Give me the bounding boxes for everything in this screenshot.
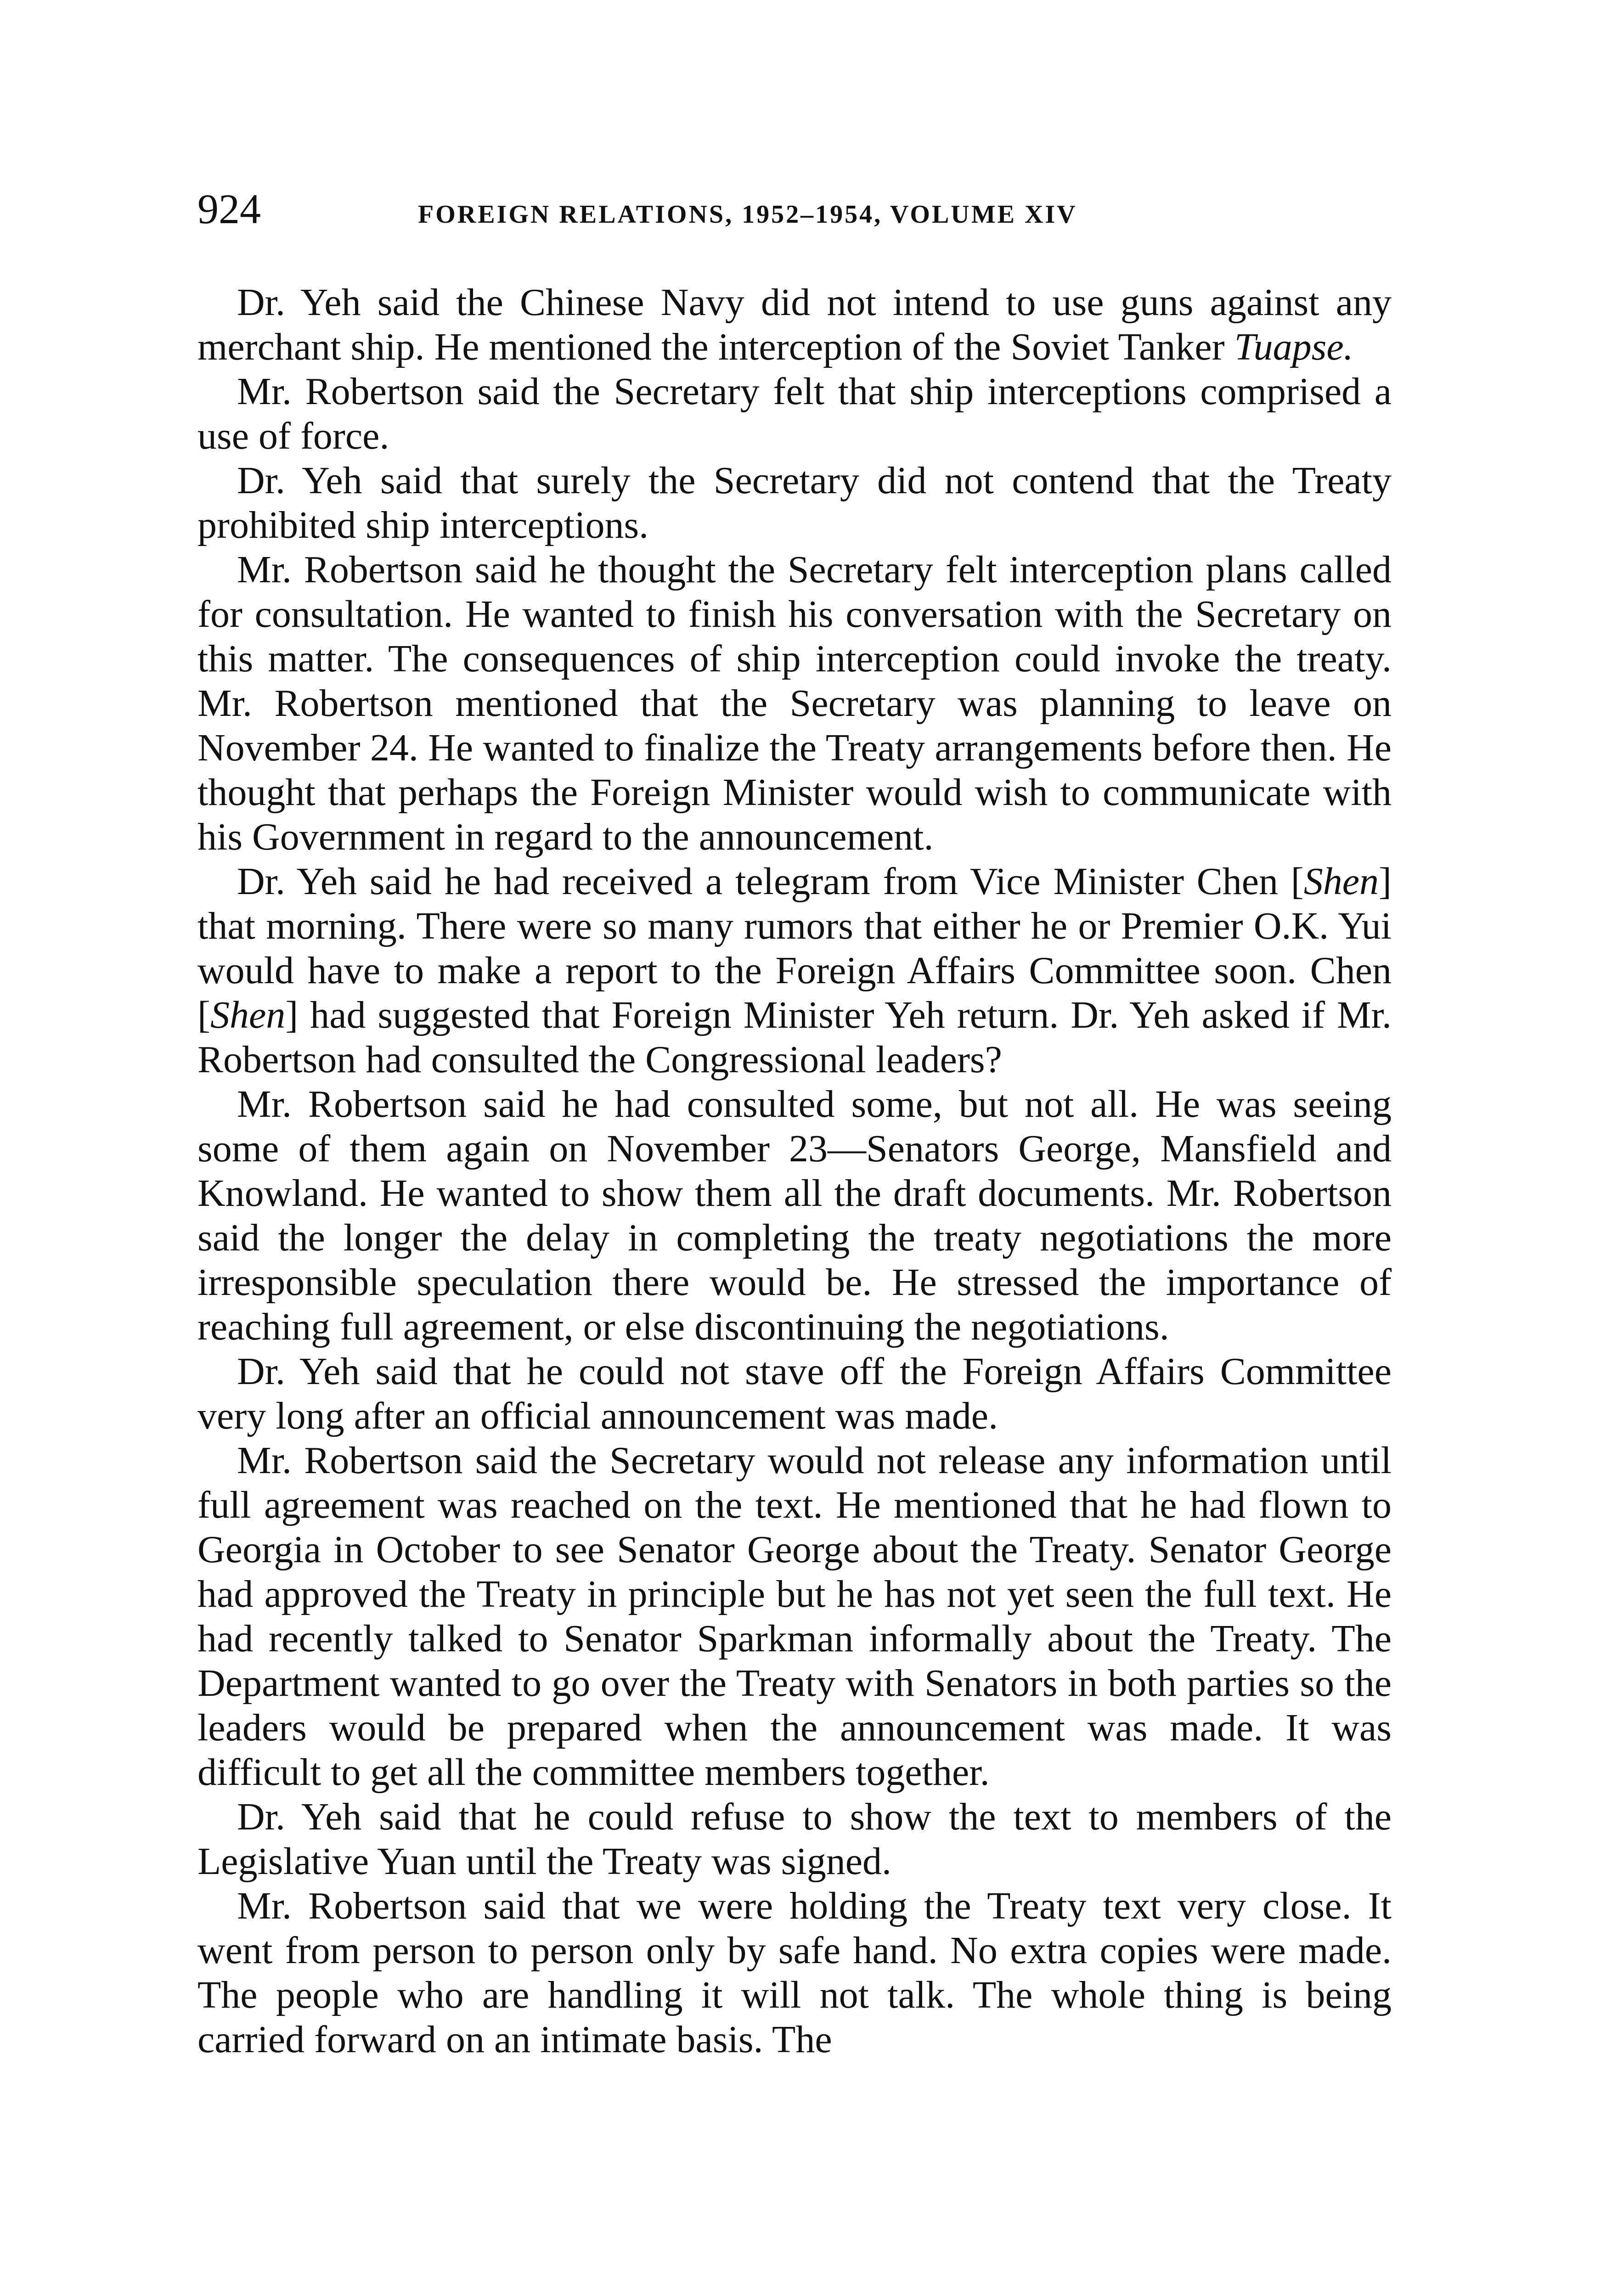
paragraph: [197, 1795, 1392, 1884]
page-header: [197, 181, 1410, 259]
italic-text: Tuapse.: [1234, 326, 1353, 368]
paragraph: [197, 1082, 1392, 1349]
paragraph-text: Dr. Yeh said he had received a telegram from Vice Minister Chen [: [237, 860, 1304, 903]
paragraph-text: Mr. Robertson said that we were holding the Treaty text very close. It went from person to person only by safe hand. No extra copies were made. The people who are handling it will not talk. The whole thing is being carried forward on an intimate basis. The: [197, 1885, 1392, 2061]
paragraph-text: ] had suggested that Foreign Minister Yeh return. Dr. Yeh asked if Mr. Robertson had consulted the Congressional leaders?: [197, 994, 1392, 1081]
paragraph: [197, 280, 1392, 369]
paragraph: [197, 458, 1392, 547]
italic-text: Shen: [210, 994, 286, 1036]
italic-text: Shen: [1303, 860, 1379, 903]
paragraph-text: Mr. Robertson said he thought the Secretary felt interception plans called for consultation. He wanted to finish his conversation with the Secretary on this matter. The consequences of ship interception could invoke the treaty. Mr. Robertson mentioned that the Secretary was planning to leave on November 24. He wanted to finalize the Treaty arrangements before then. He thought that perhaps the Foreign Minister would wish to communicate with his Government in regard to the announcement.: [197, 548, 1392, 858]
paragraph: [197, 1884, 1392, 2062]
paragraph-text: Mr. Robertson said the Secretary would not release any information until full agreement was reached on the text. He mentioned that he had flown to Georgia in October to see Senator George about the Treaty. Senator George had approved the Treaty in principle but he has not yet seen the full text. He had recently talked to Senator Sparkman informally about the Treaty. The Department wanted to go over the Treaty with Senators in both parties so the leaders would be prepared when the announcement was made. It was difficult to get all the committee members together.: [197, 1439, 1392, 1794]
body-text: [197, 280, 1392, 2062]
paragraph: [197, 1438, 1392, 1795]
paragraph-text: Mr. Robertson said the Secretary felt that ship interceptions comprised a use of force.: [197, 370, 1392, 457]
paragraph: [197, 1349, 1392, 1438]
paragraph-text: Dr. Yeh said that he could not stave off the Foreign Affairs Committee very long after an official announcement was made.: [197, 1350, 1392, 1437]
paragraph: [197, 859, 1392, 1082]
page-number: 924: [197, 186, 261, 232]
paragraph: [197, 547, 1392, 859]
running-head: FOREIGN RELATIONS, 1952–1954, VOLUME XIV: [418, 200, 1077, 229]
paragraph-text: Dr. Yeh said that surely the Secretary did not contend that the Treaty prohibited ship interceptions.: [197, 459, 1392, 546]
paragraph-text: Dr. Yeh said that he could refuse to show the text to members of the Legislative Yuan until the Treaty was signed.: [197, 1795, 1392, 1883]
paragraph-text: ] that morning. There were so many rumors that either he or Premier O.K. Yui would have to make a report to the Foreign Affairs Committee soon. Chen [: [197, 860, 1392, 1036]
paragraph-text: Dr. Yeh said the Chinese Navy did not intend to use guns against any merchant ship. He mentioned the interception of the Soviet Tanker: [197, 281, 1392, 368]
paragraph-text: Mr. Robertson said he had consulted some, but not all. He was seeing some of them again on November 23—Senators George, Mansfield and Knowland. He wanted to show them all the draft documents. Mr. Robertson said the longer the delay in completing the treaty negotiations the more irresponsible speculation there would be. He stressed the importance of reaching full agreement, or else discontinuing the negotiations.: [197, 1083, 1392, 1348]
paragraph: [197, 369, 1392, 458]
